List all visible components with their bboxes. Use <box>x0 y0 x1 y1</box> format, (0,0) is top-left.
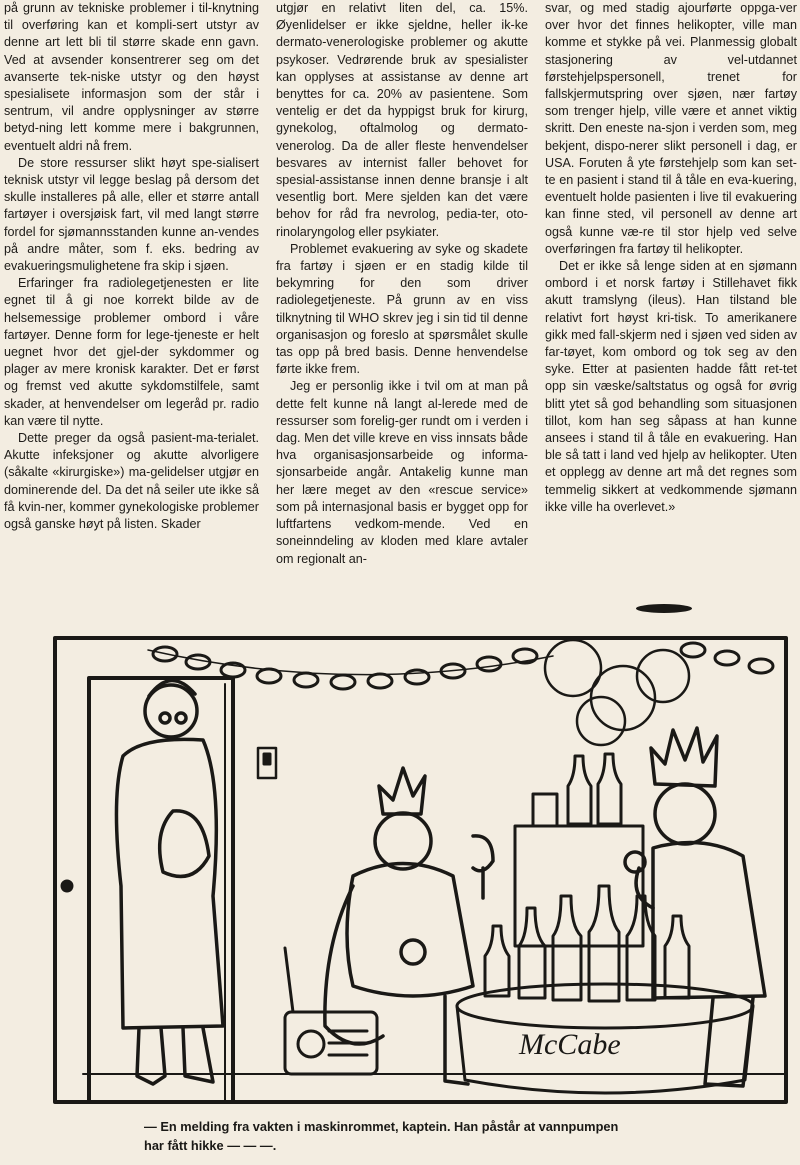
caption-line: — En melding fra vakten i maskinrommet, kaptein. Han påstår at vannpumpen <box>144 1119 619 1134</box>
cartoon-caption <box>144 1118 704 1155</box>
caption-line: har fått hikke — — —. <box>144 1137 277 1153</box>
paragraph: Jeg er personlig ikke i tvil om at man på dette felt kunne nå langt al-lerede med de ressurser som forelig-ger rundt om i verden i dag. Men det ville kreve en viss innsats både hva organisasjonsarbeide og informa-sjonsarbeide angår. Antakelig kunne man her lære meget av den «rescue service» som på internasjonal basis er bygget opp for luftfartens vedkom-mende. Ved en soneinndeling av kloden med klare avtaler om regionalt an- <box>276 379 528 566</box>
paragraph: Erfaringer fra radiolegetjenesten er lite egnet til å gi noe korrekt bilde av de helsemessige problemer ombord i våre fartøyer. Denne form for lege-tjeneste er helt uegnet hvor det gjel-der sykdommer og plager av mere kronisk karakter. Det er først og fremst ved akutte sykdomstilfele, samt skader, at henvendelser om legeråd pr. radio kan være til nytte. <box>4 276 259 428</box>
text-column-1 <box>4 0 259 533</box>
paragraph: Det er ikke så lenge siden at en sjømann ombord i et norsk fartøy i Stillehavet fikk akutt tramslyng (ileus). Han tilstand ble relativt fort høyst kri-tisk. To amerikanere gikk med fall-skjerm ned i sjøen ved siden av far-tøyet, kom ombord og tok seg av den syke. Etter at pasienten hadde fått ret-tet opp sin væske/saltstatus og også for øvrig blitt ytet så god behandling som situasjonen tillot, kom han seg såpass at han kunne ansees i stand til å tåle en evakuering. Han ble så tatt i land ved hjelp av helikopter. Uten et opplegg av denne art må det regnes som temmelig sikkert at vedkommende sjømann ikke ville ha overlevet.» <box>545 259 797 514</box>
doorway <box>62 678 233 1100</box>
radio <box>285 948 377 1074</box>
chain-garland <box>148 643 773 689</box>
paragraph: utgjør en relativt liten del, ca. 15%. Øyenlidelser er ikke sjeldne, heller ik-ke dermato-venerologiske problemer og akutte psykoser. Vedrørende bruk av spesialister kan opplyses at assistanse av denne art benyttes for ca. 20% av pasientene. Som ventelig er det da hyppigst bruk for kirurg, gynekolog, oftalmolog og dermato-venerolog. Da de aller fleste henvendelser besvares av internist faller behovet for spesial-assistanse innen denne bransje i alt vesentlig bort. Mere sjelden kan det være behov for råd fra nevrolog, pedia-ter, oto-rinolaryngolog eller psykiater. <box>276 1 528 239</box>
cartoon-illustration <box>53 636 788 1104</box>
text-column-3 <box>545 0 797 516</box>
paragraph: på grunn av tekniske problemer i til-knytning til overføring kan et kompli-sert utstyr av denne art lett bli til større skade enn gavn. Ved at avsender konsentrerer seg om det avanserte tek-niske utstyr og den høyst spesialisete informasjon som der står i sentrum, vil andre opplysninger av større betyd-ning lett komme mere i bakgrunnen, eventuelt aldri nå frem. <box>4 1 259 153</box>
paragraph: Problemet evakuering av syke og skadete fra fartøy i sjøen er en stadig kilde til bekymring for den som driver radiolegetjeneste. På grunn av en viss tilknytning til WHO skrev jeg i sin tid til denne organisasjon og foreslo at spørsmålet skulle tas opp på bred basis. Denne henvendelse førte ikke frem. <box>276 241 528 377</box>
balloons <box>545 640 689 745</box>
captain-figure <box>325 768 493 1084</box>
paragraph: Dette preger da også pasient-ma-terialet. Akutte infeksjoner og akutte alvorligere (såkalte «kirurgiske») ma-gelidelser utgjør en dominerende del. Da det nå seiler ute ikke så få kvin-ner, kommer gynekologiske problemer også ganske høyt på listen. Skader <box>4 431 259 532</box>
artist-signature: McCabe <box>519 1028 621 1061</box>
paragraph: svar, og med stadig ajourførte oppga-ver over hvor det finnes helikopter, ville man komme et stykke på vei. Planmessig globalt stasjonering av vel-utdannet førstehjelpspersonell, trenet for fallskjermutspring over sjøen, nær fartøy som trenger hjelp, ville være et annet viktig skritt. Den eneste na-sjon i verden som, meg bekjent, dispo-nerer slikt personell i dag, er USA. Foruten å yte førstehjelp som kan set-te en pasient i stand til å tåle en eva-kuering, eventuelt holde pasienten i live til evakuering kan finne sted, vil personell av denne art også kunne væ-re til stor hjelp ved selve overføringen fra fartøy til helikopter. <box>545 1 797 256</box>
text-column-2 <box>276 0 528 568</box>
figure-at-door <box>116 680 223 1084</box>
paragraph: De store ressurser slikt høyt spe-sialisert teknisk utstyr vil legge beslag på dersom det skulle installeres på alle, eller et større antall fartøyer i oversjøisk fart, vil med langt større fordel for sjømannsstanden kunne an-vendes på andre måter, som f. eks. bedring av evakueringsmulighetene fra skip i sjøen. <box>4 155 259 274</box>
section-divider <box>636 604 692 613</box>
